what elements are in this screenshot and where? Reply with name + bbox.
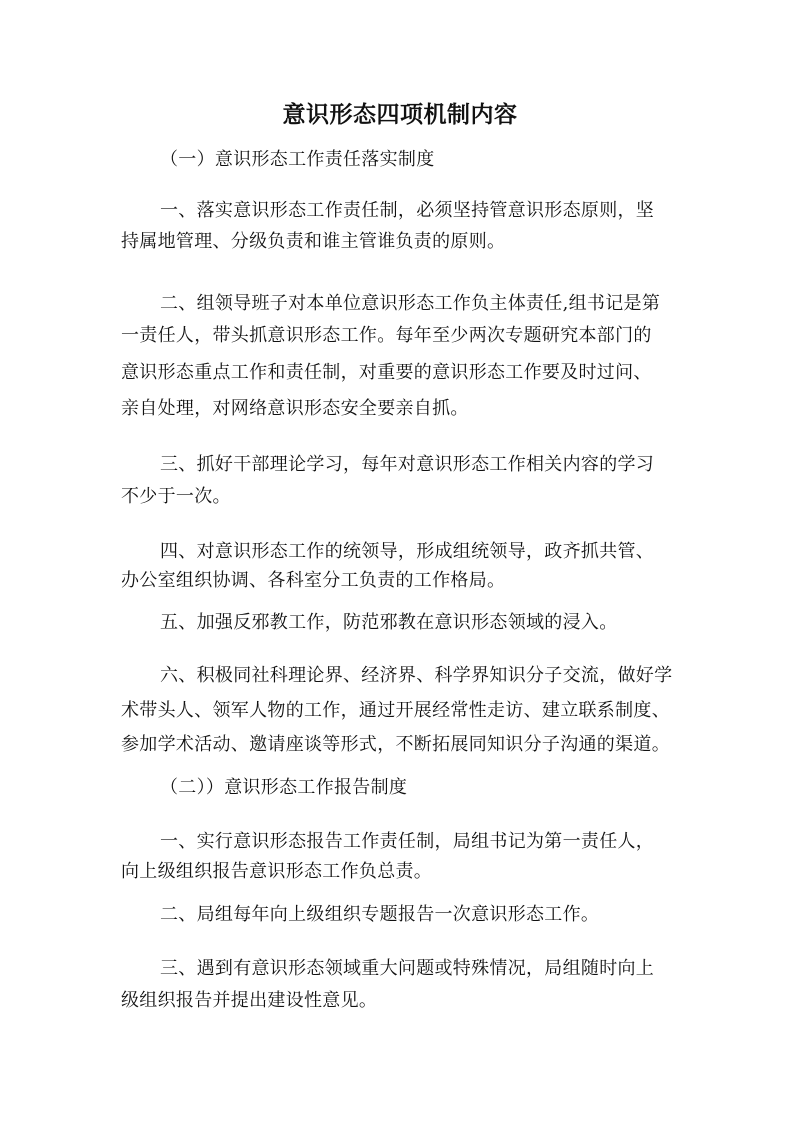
s1-item2-line4: 亲自处理，对网络意识形态安全要亲自抓。: [121, 398, 469, 419]
s1-item1-line1: 一、落实意识形态工作责任制，必须坚持管意识形态原则，坚: [160, 200, 655, 221]
s1-item2-line1: 二、组领导班子对本单位意识形态工作负主体责任,组书记是第: [160, 293, 661, 314]
s1-item6-line1: 六、积极同社科理论界、经济界、科学界知识分子交流，做好学: [160, 665, 673, 686]
s1-item2-line2: 一责任人，带头抓意识形态工作。每年至少两次专题研究本部门的: [121, 325, 652, 346]
s2-item2-line1: 二、局组每年向上级组织专题报告一次意识形态工作。: [160, 904, 600, 925]
s1-item1-line2: 持属地管理、分级负责和谁主管谁负责的原则。: [121, 231, 506, 252]
s2-item1-line1: 一、实行意识形态报告工作责任制，局组书记为第一责任人，: [160, 831, 655, 852]
s1-item6-line3: 参加学术活动、邀请座谈等形式，不断拓展同知识分子沟通的渠道。: [121, 734, 670, 755]
s2-item3-line1: 三、遇到有意识形态领域重大问题或特殊情况，局组随时向上: [160, 958, 655, 979]
s2-item3-line2: 级组织报告并提出建设性意见。: [121, 990, 378, 1011]
s1-item3-line1: 三、抓好干部理论学习，每年对意识形态工作相关内容的学习: [160, 454, 655, 475]
s1-item4-line1: 四、对意识形态工作的统领导，形成组统领导，政齐抓共管、: [160, 541, 655, 562]
section-heading-2: （二））意识形态工作报告制度: [160, 777, 408, 798]
page-title: 意识形态四项机制内容: [282, 101, 518, 128]
section-heading-1: （一）意识形态工作责任落实制度: [160, 149, 435, 170]
s2-item1-line2: 向上级组织报告意识形态工作负总责。: [121, 861, 433, 882]
s1-item6-line2: 术带头人、领军人物的工作，通过开展经常性走访、建立联系制度、: [121, 700, 670, 721]
s1-item2-line3: 意识形态重点工作和责任制，对重要的意识形态工作要及时过问、: [121, 362, 652, 383]
s1-item3-line2: 不少于一次。: [121, 486, 231, 507]
s1-item5-line1: 五、加强反邪教工作，防范邪教在意识形态领域的浸入。: [160, 612, 618, 633]
s1-item4-line2: 办公室组织协调、各科室分工负责的工作格局。: [121, 570, 506, 591]
